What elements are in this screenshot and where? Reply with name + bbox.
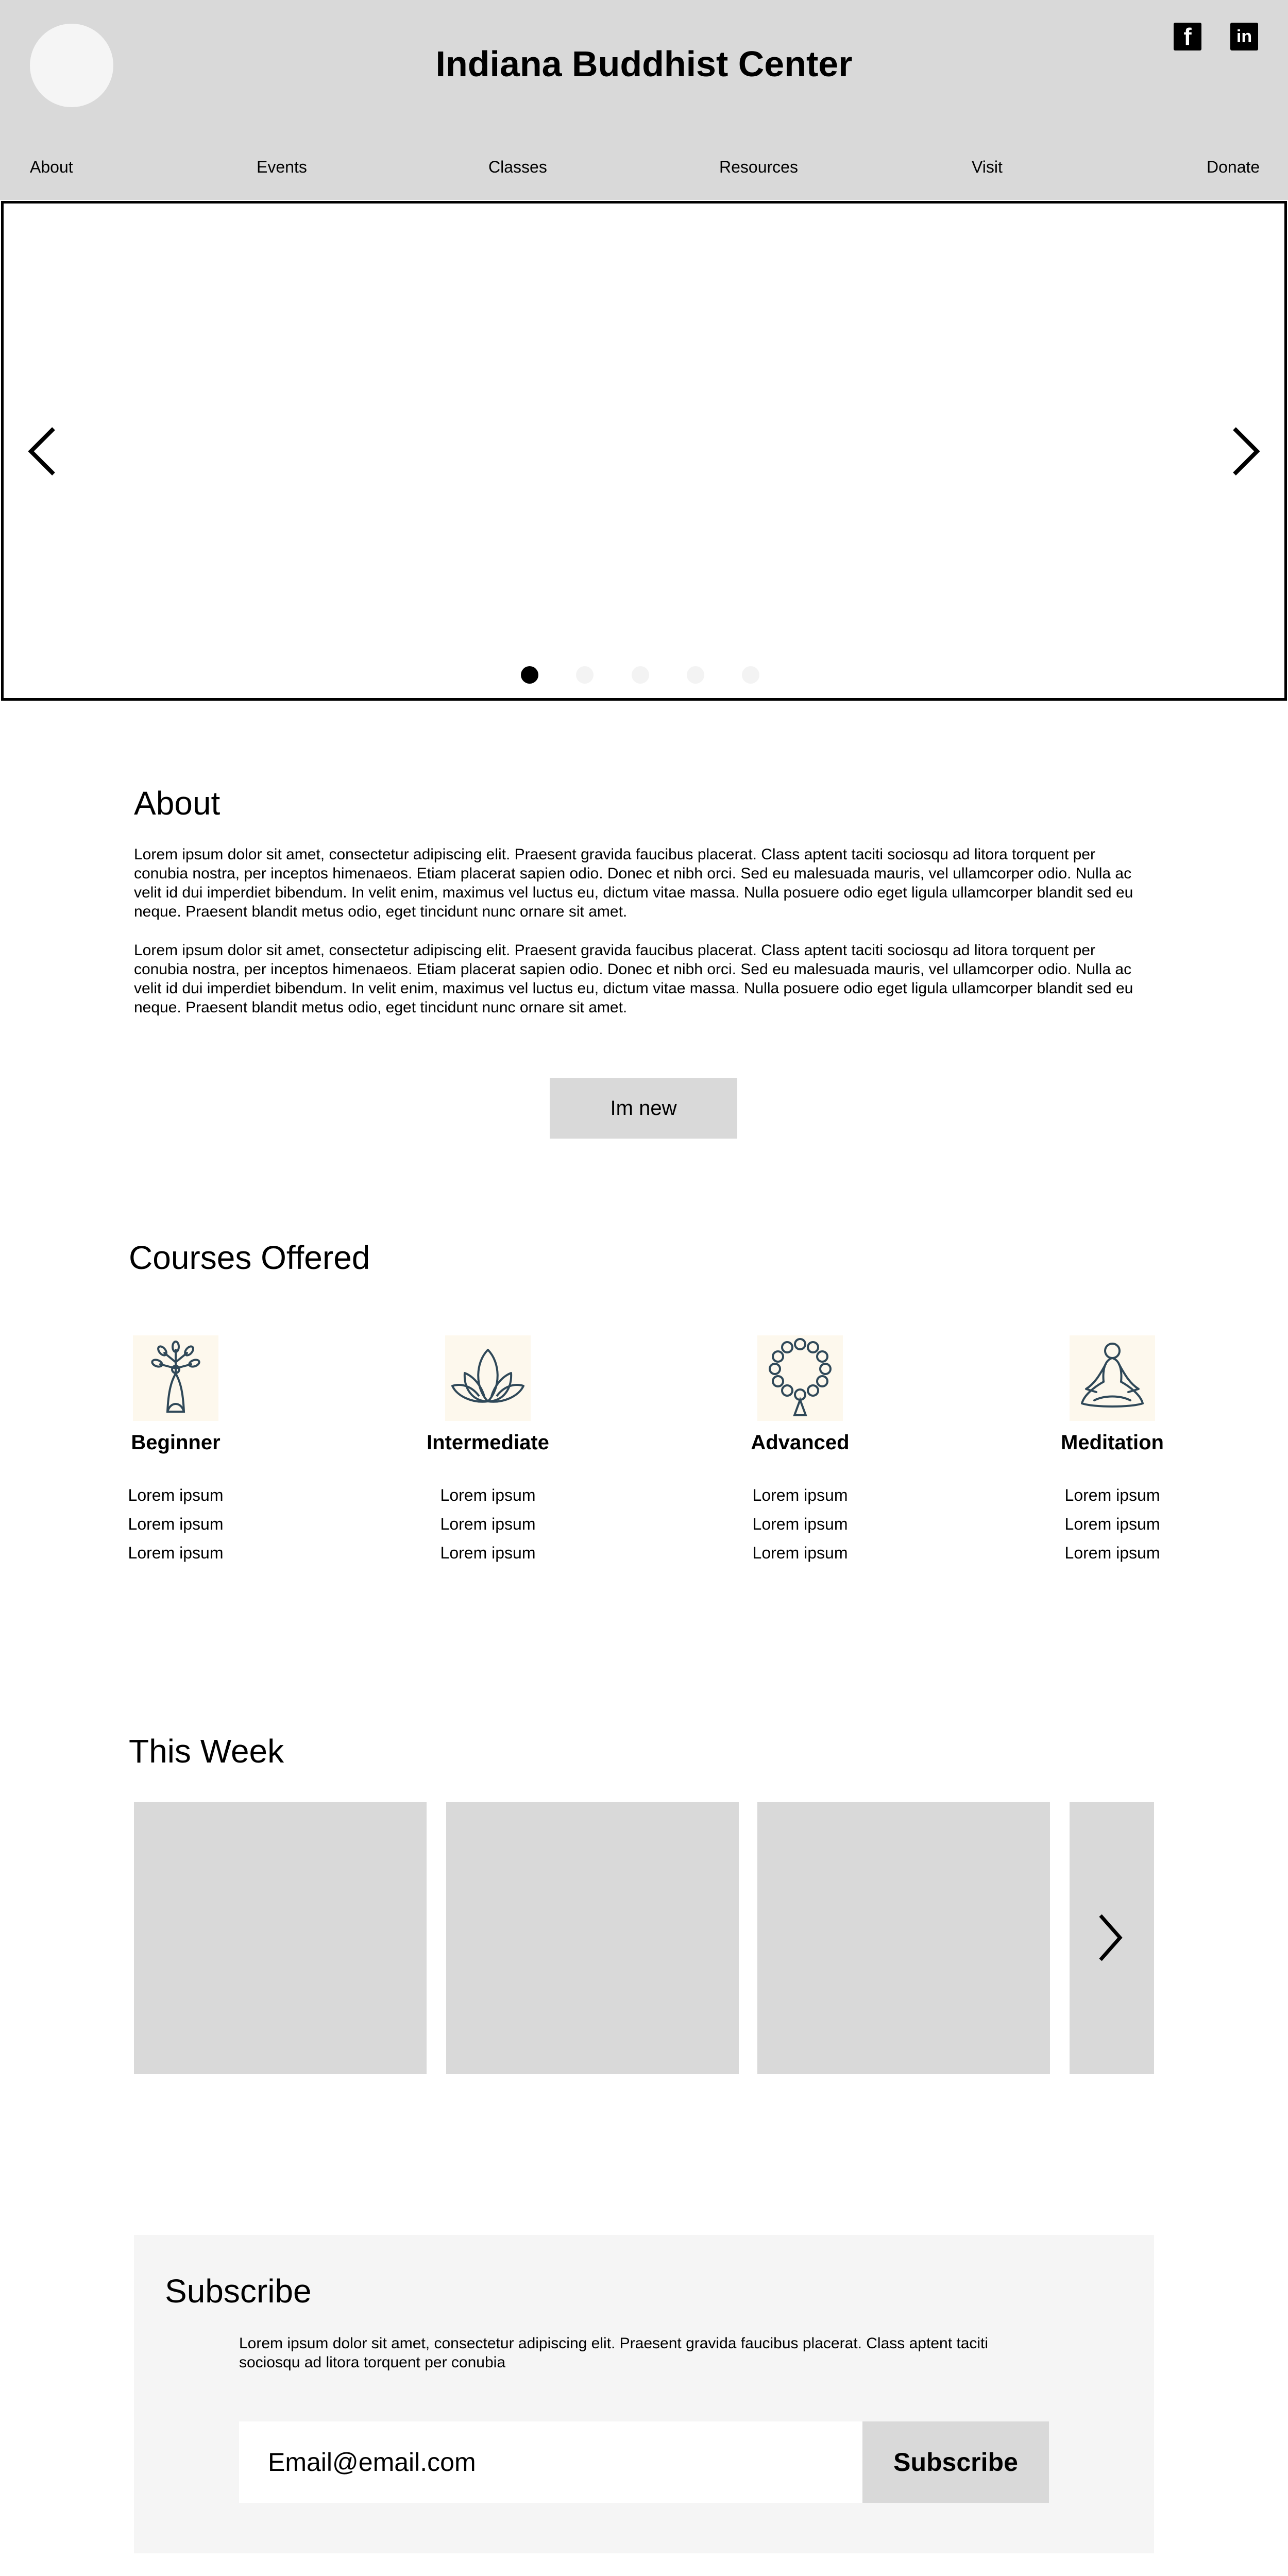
subscribe-description: Lorem ipsum dolor sit amet, consectetur adipiscing elit. Praesent gravida faucibus placerat. Class aptent taciti sociosqu ad litora torquent per conubia — [239, 2335, 989, 2371]
carousel-next-arrow-icon[interactable] — [1230, 426, 1261, 477]
nav-donate[interactable]: Donate — [1207, 158, 1260, 176]
email-input[interactable]: Email@email.com — [239, 2421, 862, 2503]
about-paragraph-1: Lorem ipsum dolor sit amet, consectetur adipiscing elit. Praesent gravida faucibus placerat. Class aptent taciti sociosqu ad litora torquent per conubia nostra, per inceptos himenaeos. Etiam placerat sapien odio. Donec et nibh orci. Sed eu malesuada mauris, vel ullamcorper odio. Nulla ac velit id dui imperdiet bibendum. In velit enim, maximus vel luctus eu, dictum vitae massa. Nulla posuere odio eget ligula ullamcorper blandit sed eu neque. Praesent blandit metus odio, eget tincidunt nunc ornare sit amet. — [134, 846, 1133, 920]
course-title-intermediate: Intermediate — [427, 1431, 549, 1454]
course-title-advanced: Advanced — [751, 1431, 850, 1454]
course-advanced-line-3: Lorem ipsum — [752, 1544, 848, 1562]
course-beginner-line-2: Lorem ipsum — [128, 1515, 224, 1533]
subscribe-button[interactable]: Subscribe — [862, 2421, 1049, 2503]
carousel-dot-4[interactable] — [687, 666, 704, 684]
course-intermediate-line-3: Lorem ipsum — [440, 1544, 536, 1562]
course-meditation-line-1: Lorem ipsum — [1064, 1486, 1160, 1504]
site-title: Indiana Buddhist Center — [435, 44, 853, 84]
subscribe-heading: Subscribe — [165, 2273, 312, 2310]
course-beginner-line-3: Lorem ipsum — [128, 1544, 224, 1562]
course-meditation-line-2: Lorem ipsum — [1064, 1515, 1160, 1533]
course-advanced-line-2: Lorem ipsum — [752, 1515, 848, 1533]
about-paragraph-2: Lorem ipsum dolor sit amet, consectetur adipiscing elit. Praesent gravida faucibus placerat. Class aptent taciti sociosqu ad litora torquent per conubia nostra, per inceptos himenaeos. Etiam placerat sapien odio. Donec et nibh orci. Sed eu malesuada mauris, vel ullamcorper odio. Nulla ac velit id dui imperdiet bibendum. In velit enim, maximus vel luctus eu, dictum vitae massa. Nulla posuere odio eget ligula ullamcorper blandit sed eu neque. Praesent blandit metus odio, eget tincidunt nunc ornare sit amet. — [134, 942, 1133, 1016]
week-card-1[interactable] — [134, 1802, 427, 2074]
carousel-dot-5[interactable] — [742, 666, 759, 684]
this-week-heading: This Week — [129, 1733, 284, 1770]
course-beginner-line-1: Lorem ipsum — [128, 1486, 224, 1504]
tree-person-icon — [133, 1335, 218, 1421]
meditation-icon — [1070, 1335, 1155, 1421]
linkedin-icon[interactable]: in — [1230, 23, 1258, 50]
im-new-button[interactable]: Im new — [550, 1078, 737, 1139]
week-card-2[interactable] — [446, 1802, 739, 2074]
course-title-beginner: Beginner — [131, 1431, 221, 1454]
site-header — [0, 0, 1288, 200]
course-advanced-line-1: Lorem ipsum — [752, 1486, 848, 1504]
nav-visit[interactable]: Visit — [972, 158, 1003, 176]
lotus-icon — [445, 1335, 531, 1421]
nav-classes[interactable]: Classes — [488, 158, 547, 176]
course-meditation-line-3: Lorem ipsum — [1064, 1544, 1160, 1562]
hero-carousel — [1, 201, 1287, 701]
carousel-dot-2[interactable] — [576, 666, 594, 684]
week-next-arrow-icon[interactable] — [1097, 1913, 1123, 1962]
course-intermediate-line-2: Lorem ipsum — [440, 1515, 536, 1533]
carousel-dot-1[interactable] — [521, 666, 538, 684]
prayer-beads-icon — [757, 1335, 843, 1421]
carousel-dot-3[interactable] — [632, 666, 649, 684]
week-card-3[interactable] — [757, 1802, 1050, 2074]
nav-resources[interactable]: Resources — [719, 158, 798, 176]
nav-about[interactable]: About — [30, 158, 73, 176]
carousel-prev-arrow-icon[interactable] — [27, 426, 58, 477]
course-intermediate-line-1: Lorem ipsum — [440, 1486, 536, 1504]
course-title-meditation: Meditation — [1061, 1431, 1164, 1454]
about-heading: About — [134, 785, 221, 822]
nav-events[interactable]: Events — [257, 158, 307, 176]
facebook-icon[interactable]: f — [1174, 23, 1201, 50]
courses-heading: Courses Offered — [129, 1239, 370, 1276]
